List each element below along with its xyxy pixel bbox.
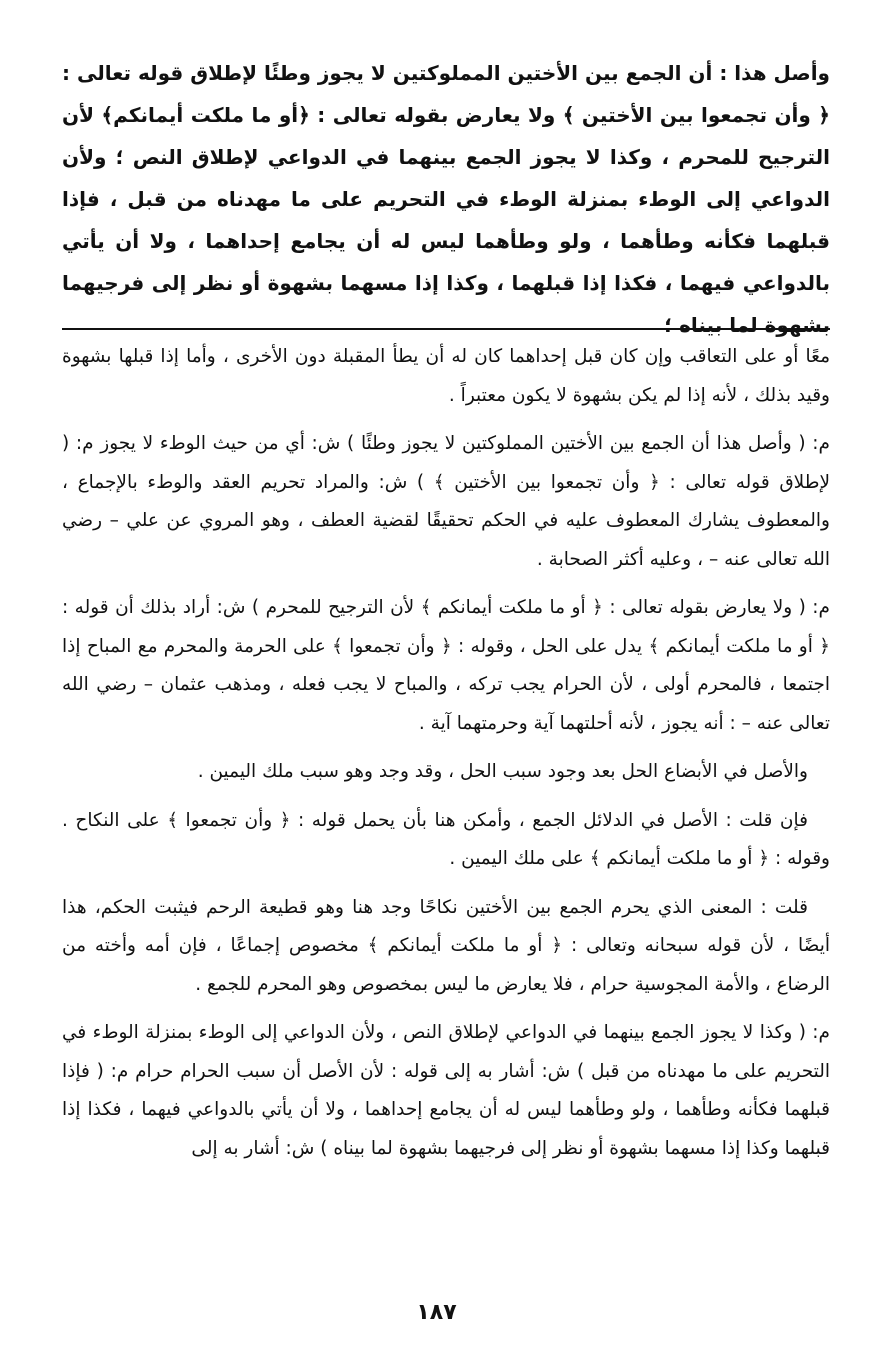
page-number: ١٨٧: [416, 1300, 457, 1325]
separator-line: [62, 328, 830, 330]
commentary-paragraph: م: ( وأصل هذا أن الجمع بين الأختين المملوكتين لا يجوز وطئًا ) ش: أي من حيث الوطء لا يجوز م: ( لإطلاق قوله تعالى : ﴿ وأن تجمعوا بين الأختين ﴾ ) ش: والمراد تحريم العقد والوطء بالإجماع ، والمعطوف يشارك المعطوف عليه في الحكم تحقيقًا لقضية العطف ، وهو المروي عن علي – رضي الله تعالى عنه – ، وعليه أكثر الصحابة .: [62, 433, 830, 570]
commentary-paragraph: قلت : المعنى الذي يحرم الجمع بين الأختين نكاحًا وجد هنا وهو قطيعة الرحم فيثبت الحكم، هذا أيضًا ، لأن قوله سبحانه وتعالى : ﴿ أو ما ملكت أيمانكم ﴾ مخصوص إجماعًا ، فإن أمه وأخته من الرضاع ، والأمة المجوسية حرام ، فلا يعارض ما ليس بمخصوص وهو المحرم للجمع .: [62, 896, 830, 995]
matn-text-block: وأصل هذا : أن الجمع بين الأختين المملوكتين لا يجوز وطئًا لإطلاق قوله تعالى : ﴿ وأن تجمعوا بين الأختين ﴾ ولا يعارض بقوله تعالى : ﴿أو ما ملكت أيمانكم﴾ لأن الترجيح للمحرم ، وكذا لا يجوز الجمع بينهما في الدواعي لإطلاق النص ؛ ولأن الدواعي إلى الوطء بمنزلة الوطء في التحريم على ما مهدناه من قبل ، فإذا قبلهما فكأنه وطأهما ، ولو وطأهما ليس له أن يجامع إحداهما ، ولا أن يأتي بالدواعي فيهما ، فكذا إذا قبلهما ، وكذا إذا مسهما بشهوة أو نظر إلى فرجيهما بشهوة لما بيناه ؛: [62, 61, 830, 337]
commentary-paragraph: م: ( ولا يعارض بقوله تعالى : ﴿ أو ما ملكت أيمانكم ﴾ لأن الترجيح للمحرم ) ش: أراد بذلك أن قوله : ﴿ أو ما ملكت أيمانكم ﴾ يدل على الحل ، وقوله : ﴿ وأن تجمعوا ﴾ على الحرمة والمحرم مع المباح إذا اجتمعا ، فالمحرم أولى ، لأن الحرام يجب تركه ، والمباح لا يجب فعله ، ومذهب عثمان – رضي الله تعالى عنه – : أنه يجوز ، لأنه أحلتهما آية وحرمتهما آية .: [62, 597, 830, 734]
commentary-block: [62, 338, 830, 1178]
commentary-paragraph: فإن قلت : الأصل في الدلائل الجمع ، وأمكن هنا بأن يحمل قوله : ﴿ وأن تجمعوا ﴾ على النكاح . وقوله : ﴿ أو ما ملكت أيمانكم ﴾ على ملك اليمين .: [62, 809, 830, 869]
commentary-paragraph: م: ( وكذا لا يجوز الجمع بينهما في الدواعي لإطلاق النص ، ولأن الدواعي إلى الوطء بمنزلة الوطء في التحريم على ما مهدناه من قبل ) ش: أشار به إلى قوله : لأن الأصل أن سبب الحرام حرام م: ( فإذا قبلهما فكأنه وطأهما ، ولو وطأهما ليس له أن يجامع إحداهما ، ولا أن يأتي بالدواعي فيهما ، فكذا إذا قبلهما وكذا إذا مسهما بشهوة أو نظر إلى فرجيهما بشهوة لما بيناه ) ش: أشار به إلى: [62, 1022, 830, 1159]
commentary-paragraph: والأصل في الأبضاع الحل بعد وجود سبب الحل ، وقد وجد وهو سبب ملك اليمين .: [197, 761, 808, 782]
commentary-paragraph: معًا أو على التعاقب وإن كان قبل إحداهما كان له أن يطأ المقبلة دون الأخرى ، وأما إذا قبلها بشهوة وقيد بذلك ، لأنه إذا لم يكن بشهوة لا يكون معتبراً .: [62, 346, 830, 406]
